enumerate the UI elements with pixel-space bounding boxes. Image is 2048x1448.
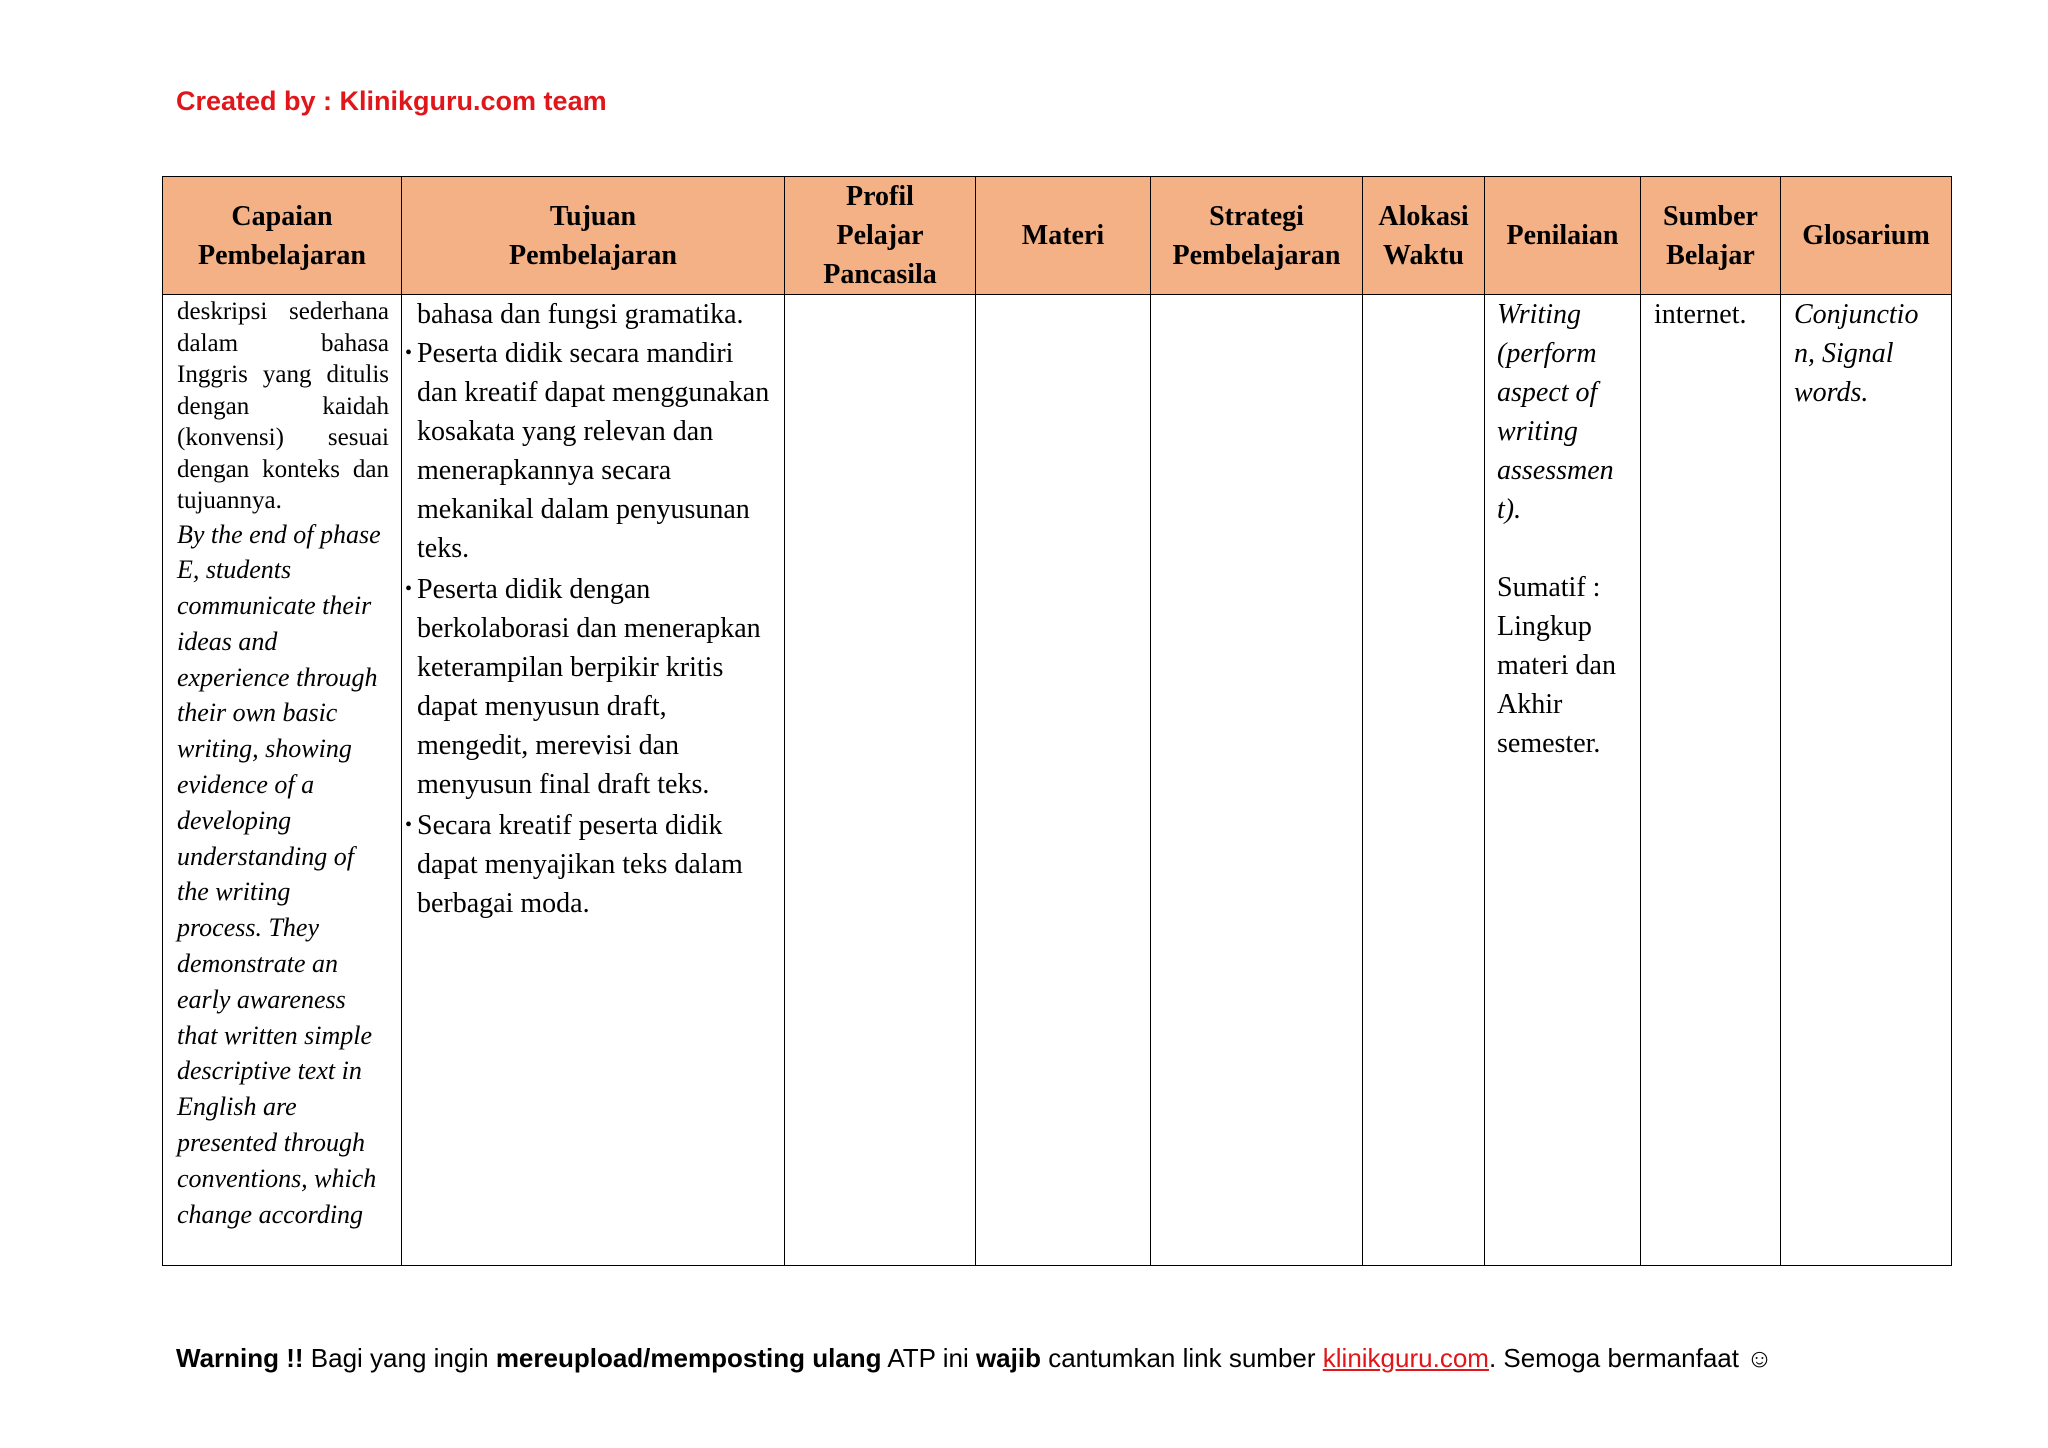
cell-materi [976,295,1151,1266]
header-glosarium: Glosarium [1781,177,1952,295]
header-profil: Profil Pelajar Pancasila [785,177,976,295]
header-strategi: Strategi Pembelajaran [1151,177,1363,295]
glosarium-text: Conjunctio n, Signal words. [1794,299,1919,408]
header-sumber: Sumber Belajar [1641,177,1781,295]
cell-capaian [163,295,402,1266]
cell-sumber [1641,295,1781,1266]
warning-label: Warning !! [176,1343,304,1373]
list-item: • Peserta didik secara mandiri dan kreatif dapat menggunakan kosakata yang relevan dan menerapkannya secara mekanikal dalam penyusunan teks. [405,338,770,564]
header-materi: Materi [976,177,1151,295]
credit-line: Created by : Klinikguru.com team [176,86,607,116]
cell-tujuan [402,295,785,1266]
klinikguru-link[interactable]: klinikguru.com [1322,1343,1489,1373]
cell-alokasi [1363,295,1485,1266]
cell-strategi [1151,295,1363,1266]
cell-profil [785,295,976,1266]
cell-glosarium [1781,295,1952,1266]
tujuan-continued-text: bahasa dan fungsi gramatika. [417,299,744,330]
capaian-indonesian-text: deskripsi sederhana dalam bahasa Inggris yang ditulis dengan kaidah (konvensi) sesuai dengan konteks dan tujuannya. [177,298,389,514]
capaian-english-text: By the end of phase E, students communicate their ideas and experience through their own basic writing, showing evidence of a developing understanding of the writing process. They demonstrate an early awareness that written simple descriptive text in English are presented through conventions, which change according [177,519,381,1229]
tujuan-list [405,334,774,923]
cell-penilaian [1485,295,1641,1266]
sumber-text: internet. [1654,299,1747,330]
header-tujuan: Tujuan Pembelajaran [402,177,785,295]
warning-footer: Warning !! Bagi yang ingin mereupload/memposting ulang ATP ini wajib cantumkan link sumber klinikguru.com. Semoga bermanfaat ☺ [176,1343,1773,1373]
header-alokasi: Alokasi Waktu [1363,177,1485,295]
penilaian-writing-text: Writing (perform aspect of writing assessmen t). [1497,299,1614,525]
penilaian-sumatif-text: Sumatif : Lingkup materi dan Akhir semester. [1497,572,1616,759]
atp-table [162,176,1952,1266]
table-row [163,295,1952,1266]
header-capaian: Capaian Pembelajaran [163,177,402,295]
table-header-row [163,177,1952,295]
header-penilaian: Penilaian [1485,177,1641,295]
list-item: • Peserta didik dengan berkolaborasi dan menerapkan keterampilan berpikir kritis dapat menyusun draft, mengedit, merevisi dan menyusun final draft teks. [405,574,761,800]
list-item: • Secara kreatif peserta didik dapat menyajikan teks dalam berbagai moda. [405,810,743,919]
